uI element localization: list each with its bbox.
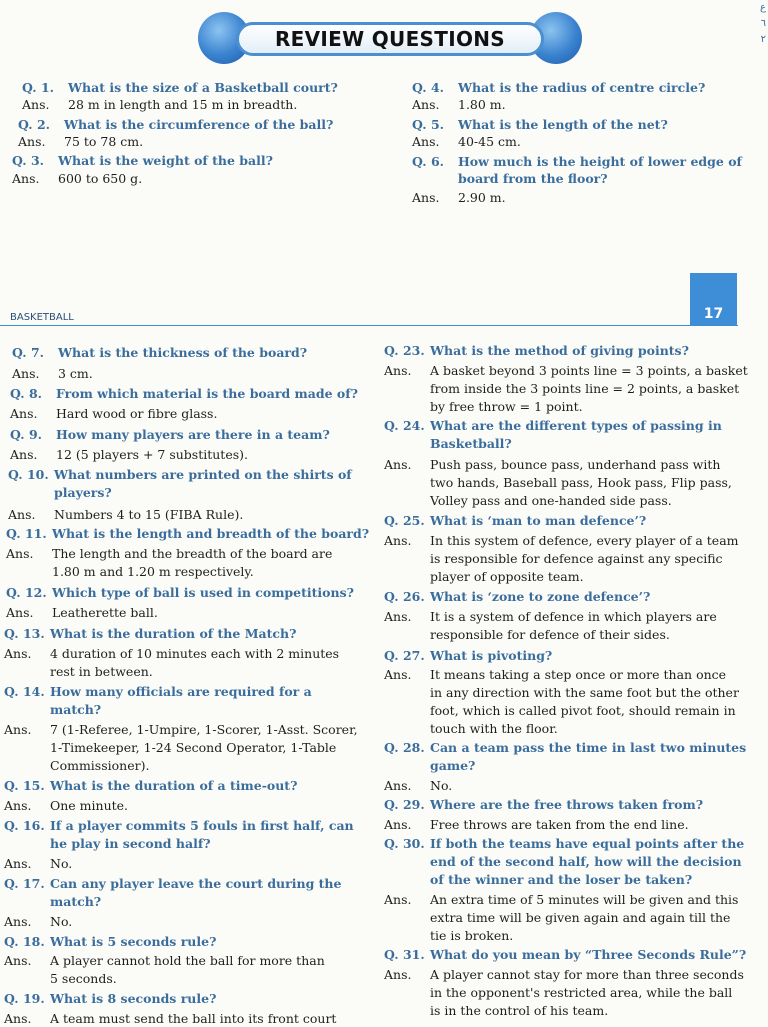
question-line — [4, 876, 341, 892]
line-text: Leatherette ball. — [52, 605, 158, 620]
answer-label: Ans. — [384, 967, 412, 982]
answer-line — [412, 134, 521, 150]
answer-label: Ans. — [4, 856, 32, 871]
line-text: How much is the height of lower edge of — [458, 154, 742, 169]
question-line — [8, 467, 352, 483]
line-text: in any direction with the same foot but the other — [430, 685, 739, 700]
question-line — [18, 117, 333, 133]
question-label: Q. 14. — [4, 684, 45, 699]
line-text: 7 (1-Referee, 1-Umpire, 1-Scorer, 1-Asst. Scorer, — [50, 722, 358, 737]
answer-label: Ans. — [412, 190, 440, 205]
question-label: Q. 27. — [384, 648, 425, 663]
answer-label: Ans. — [4, 1011, 32, 1026]
continuation-line — [384, 475, 732, 491]
line-text: 1.80 m and 1.20 m respectively. — [52, 564, 254, 579]
question-line — [6, 585, 354, 601]
continuation-line — [384, 399, 583, 415]
answer-label: Ans. — [6, 605, 34, 620]
answer-line — [384, 667, 726, 683]
line-text: Can any player leave the court during the — [50, 876, 342, 891]
answer-line — [8, 507, 243, 523]
line-text: 600 to 650 g. — [58, 171, 143, 186]
answer-line — [384, 967, 744, 983]
question-label: Q. 31. — [384, 947, 425, 962]
question-label: Q. 9. — [10, 427, 43, 442]
answer-line — [4, 722, 358, 738]
line-text: What is the circumference of the ball? — [64, 117, 334, 132]
question-line — [4, 934, 216, 950]
answer-line — [12, 171, 142, 187]
line-text: touch with the floor. — [430, 721, 558, 736]
line-text: match? — [50, 702, 102, 717]
answer-line — [412, 190, 506, 206]
line-text: A basket beyond 3 points line = 3 points, a basket — [430, 363, 748, 378]
answer-line — [10, 406, 217, 422]
question-label: Q. 8. — [10, 386, 43, 401]
line-text: What is 5 seconds rule? — [50, 934, 217, 949]
line-text: What is the duration of a time-out? — [50, 778, 298, 793]
question-label: Q. 28. — [384, 740, 425, 755]
answer-line — [12, 366, 93, 382]
continuation-line — [384, 910, 730, 926]
answer-label: Ans. — [4, 722, 32, 737]
question-line — [384, 418, 722, 434]
continuation-line — [6, 564, 254, 580]
line-text: What is the weight of the ball? — [58, 153, 273, 168]
question-label: Q. 7. — [12, 345, 45, 360]
line-text: Basketball? — [430, 436, 512, 451]
line-text: The length and the breadth of the board are — [52, 546, 333, 561]
line-text: two hands, Baseball pass, Hook pass, Flip pass, — [430, 475, 732, 490]
line-text: 28 m in length and 15 m in breadth. — [68, 97, 298, 112]
answer-label: Ans. — [384, 817, 412, 832]
line-text: What is the radius of centre circle? — [458, 80, 706, 95]
question-line — [384, 797, 703, 813]
answer-line — [22, 97, 297, 113]
continuation-line — [384, 928, 513, 944]
question-label: Q. 6. — [412, 154, 445, 169]
section-label: BASKETBALL — [10, 312, 74, 323]
question-line — [384, 648, 552, 664]
question-label: Q. 26. — [384, 589, 425, 604]
line-text: What is 8 seconds rule? — [50, 991, 217, 1006]
page-number: 17 — [703, 306, 724, 322]
question-label: Q. 10. — [8, 467, 49, 482]
continuation-line — [4, 664, 153, 680]
continuation-line — [412, 171, 608, 187]
answer-line — [4, 798, 128, 814]
page-title: REVIEW QUESTIONS — [274, 27, 505, 51]
line-text: rest in between. — [50, 664, 153, 679]
answer-label: Ans. — [384, 363, 412, 378]
question-line — [384, 513, 646, 529]
answer-line — [10, 447, 248, 463]
answer-line — [412, 97, 506, 113]
answer-line — [384, 892, 738, 908]
answer-line — [384, 363, 748, 379]
answer-line — [4, 646, 339, 662]
continuation-line — [384, 854, 742, 870]
answer-label: Ans. — [4, 914, 32, 929]
question-line — [4, 626, 296, 642]
question-label: Q. 30. — [384, 836, 425, 851]
line-text: What is the thickness of the board? — [58, 345, 308, 360]
question-label: Q. 13. — [4, 626, 45, 641]
answer-label: Ans. — [22, 97, 50, 112]
line-text: board from the floor? — [458, 171, 608, 186]
line-text: is in the control of his team. — [430, 1003, 609, 1018]
continuation-line — [4, 758, 149, 774]
answer-label: Ans. — [12, 366, 40, 381]
line-text: is responsible for defence against any specific — [430, 551, 723, 566]
line-text: A team must send the ball into its front court — [50, 1011, 337, 1026]
line-text: Numbers 4 to 15 (FIBA Rule). — [54, 507, 244, 522]
line-text: If a player commits 5 fouls in first half, can — [50, 818, 354, 833]
line-text: How many officials are required for a — [50, 684, 312, 699]
line-text: No. — [50, 856, 73, 871]
question-line — [12, 345, 307, 361]
answer-line — [4, 953, 325, 969]
section-rule — [0, 325, 738, 326]
continuation-line — [4, 971, 117, 987]
continuation-line — [384, 985, 732, 1001]
line-text: It is a system of defence in which players are — [430, 609, 717, 624]
question-label: Q. 25. — [384, 513, 425, 528]
question-line — [412, 154, 742, 170]
edge-mark: ع — [760, 2, 766, 13]
line-text: Which type of ball is used in competitions? — [52, 585, 354, 600]
line-text: What do you mean by “Three Seconds Rule”? — [430, 947, 747, 962]
question-line — [412, 117, 668, 133]
continuation-line — [4, 836, 211, 852]
question-label: Q. 23. — [384, 343, 425, 358]
answer-label: Ans. — [384, 457, 412, 472]
continuation-line — [384, 381, 739, 397]
answer-line — [4, 856, 72, 872]
line-text: 1-Timekeeper, 1-24 Second Operator, 1-Table — [50, 740, 337, 755]
question-label: Q. 17. — [4, 876, 45, 891]
line-text: Where are the free throws taken from? — [430, 797, 704, 812]
title-banner — [198, 12, 582, 64]
line-text: end of the second half, how will the decision — [430, 854, 742, 869]
line-text: What is ‘zone to zone defence’? — [430, 589, 651, 604]
question-label: Q. 15. — [4, 778, 45, 793]
line-text: What is ‘man to man defence’? — [430, 513, 647, 528]
question-line — [384, 740, 746, 756]
line-text: One minute. — [50, 798, 129, 813]
answer-line — [384, 609, 717, 625]
answer-label: Ans. — [412, 97, 440, 112]
question-line — [4, 684, 312, 700]
question-label: Q. 16. — [4, 818, 45, 833]
answer-line — [384, 457, 720, 473]
line-text: What is the length of the net? — [458, 117, 668, 132]
line-text: tie is broken. — [430, 928, 514, 943]
answer-label: Ans. — [412, 134, 440, 149]
answer-label: Ans. — [4, 646, 32, 661]
answer-label: Ans. — [10, 406, 38, 421]
line-text: he play in second half? — [50, 836, 211, 851]
page-number-box — [690, 273, 737, 325]
question-line — [4, 778, 297, 794]
line-text: How many players are there in a team? — [56, 427, 330, 442]
continuation-line — [384, 721, 558, 737]
line-text: In this system of defence, every player of a team — [430, 533, 739, 548]
continuation-line — [4, 740, 336, 756]
question-label: Q. 29. — [384, 797, 425, 812]
line-text: extra time will be given again and again till the — [430, 910, 731, 925]
answer-line — [384, 817, 689, 833]
line-text: What is the size of a Basketball court? — [68, 80, 338, 95]
answer-label: Ans. — [6, 546, 34, 561]
continuation-line — [384, 685, 739, 701]
question-label: Q. 12. — [6, 585, 47, 600]
line-text: Volley pass and one-handed side pass. — [430, 493, 672, 508]
answer-label: Ans. — [384, 892, 412, 907]
question-label: Q. 3. — [12, 153, 45, 168]
continuation-line — [384, 1003, 608, 1019]
line-text: From which material is the board made of? — [56, 386, 358, 401]
question-line — [412, 80, 705, 96]
continuation-line — [384, 569, 584, 585]
line-text: What numbers are printed on the shirts of — [54, 467, 352, 482]
question-label: Q. 5. — [412, 117, 445, 132]
question-label: Q. 24. — [384, 418, 425, 433]
question-line — [12, 153, 273, 169]
question-label: Q. 1. — [22, 80, 55, 95]
continuation-line — [384, 551, 723, 567]
answer-line — [6, 546, 332, 562]
continuation-line — [8, 485, 112, 501]
answer-line — [4, 914, 72, 930]
question-line — [384, 836, 744, 852]
line-text: Commissioner). — [50, 758, 150, 773]
question-line — [4, 991, 216, 1007]
question-line — [384, 343, 689, 359]
line-text: Push pass, bounce pass, underhand pass with — [430, 457, 721, 472]
line-text: Hard wood or fibre glass. — [56, 406, 218, 421]
question-label: Q. 4. — [412, 80, 445, 95]
line-text: 4 duration of 10 minutes each with 2 minutes — [50, 646, 340, 661]
answer-line — [384, 778, 452, 794]
continuation-line — [384, 493, 672, 509]
continuation-line — [4, 702, 101, 718]
line-text: What is the method of giving points? — [430, 343, 689, 358]
answer-label: Ans. — [10, 447, 38, 462]
question-line — [384, 947, 746, 963]
line-text: Can a team pass the time in last two minutes — [430, 740, 747, 755]
line-text: 2.90 m. — [458, 190, 506, 205]
line-text: in the opponent's restricted area, while the ball — [430, 985, 733, 1000]
line-text: of the winner and the loser be taken? — [430, 872, 693, 887]
line-text: Free throws are taken from the end line. — [430, 817, 689, 832]
answer-label: Ans. — [384, 778, 412, 793]
answer-label: Ans. — [4, 953, 32, 968]
question-label: Q. 11. — [6, 526, 47, 541]
answer-label: Ans. — [384, 609, 412, 624]
continuation-line — [384, 436, 512, 452]
line-text: 75 to 78 cm. — [64, 134, 144, 149]
line-text: players? — [54, 485, 112, 500]
answer-line — [18, 134, 143, 150]
answer-line — [384, 533, 739, 549]
answer-label: Ans. — [384, 533, 412, 548]
continuation-line — [384, 627, 670, 643]
line-text: If both the teams have equal points after the — [430, 836, 745, 851]
line-text: 12 (5 players + 7 substitutes). — [56, 447, 248, 462]
line-text: An extra time of 5 minutes will be given and this — [430, 892, 739, 907]
line-text: No. — [50, 914, 73, 929]
answer-label: Ans. — [18, 134, 46, 149]
answer-label: Ans. — [384, 667, 412, 682]
question-label: Q. 19. — [4, 991, 45, 1006]
line-text: from inside the 3 points line = 2 points, a basket — [430, 381, 740, 396]
edge-mark: ٢ — [760, 34, 766, 45]
question-line — [4, 818, 354, 834]
question-label: Q. 2. — [18, 117, 51, 132]
question-label: Q. 18. — [4, 934, 45, 949]
line-text: 40-45 cm. — [458, 134, 521, 149]
continuation-line — [384, 872, 692, 888]
answer-label: Ans. — [8, 507, 36, 522]
line-text: 5 seconds. — [50, 971, 117, 986]
line-text: game? — [430, 758, 476, 773]
continuation-line — [384, 703, 736, 719]
line-text: It means taking a step once or more than once — [430, 667, 727, 682]
line-text: player of opposite team. — [430, 569, 584, 584]
answer-label: Ans. — [4, 798, 32, 813]
line-text: What are the different types of passing in — [430, 418, 722, 433]
line-text: foot, which is called pivot foot, should remain in — [430, 703, 736, 718]
question-line — [10, 386, 358, 402]
line-text: match? — [50, 894, 102, 909]
line-text: 3 cm. — [58, 366, 93, 381]
line-text: What is the length and breadth of the board? — [52, 526, 370, 541]
line-text: No. — [430, 778, 453, 793]
question-line — [6, 526, 369, 542]
line-text: A player cannot hold the ball for more than — [50, 953, 325, 968]
line-text: responsible for defence of their sides. — [430, 627, 670, 642]
line-text: What is pivoting? — [430, 648, 553, 663]
continuation-line — [384, 758, 475, 774]
answer-label: Ans. — [12, 171, 40, 186]
question-line — [22, 80, 338, 96]
answer-line — [6, 605, 158, 621]
answer-line — [4, 1011, 336, 1027]
line-text: What is the duration of the Match? — [50, 626, 297, 641]
question-line — [10, 427, 330, 443]
question-line — [384, 589, 650, 605]
edge-mark: ٦ — [760, 18, 766, 29]
continuation-line — [4, 894, 101, 910]
line-text: by free throw = 1 point. — [430, 399, 583, 414]
line-text: 1.80 m. — [458, 97, 506, 112]
line-text: A player cannot stay for more than three seconds — [430, 967, 744, 982]
